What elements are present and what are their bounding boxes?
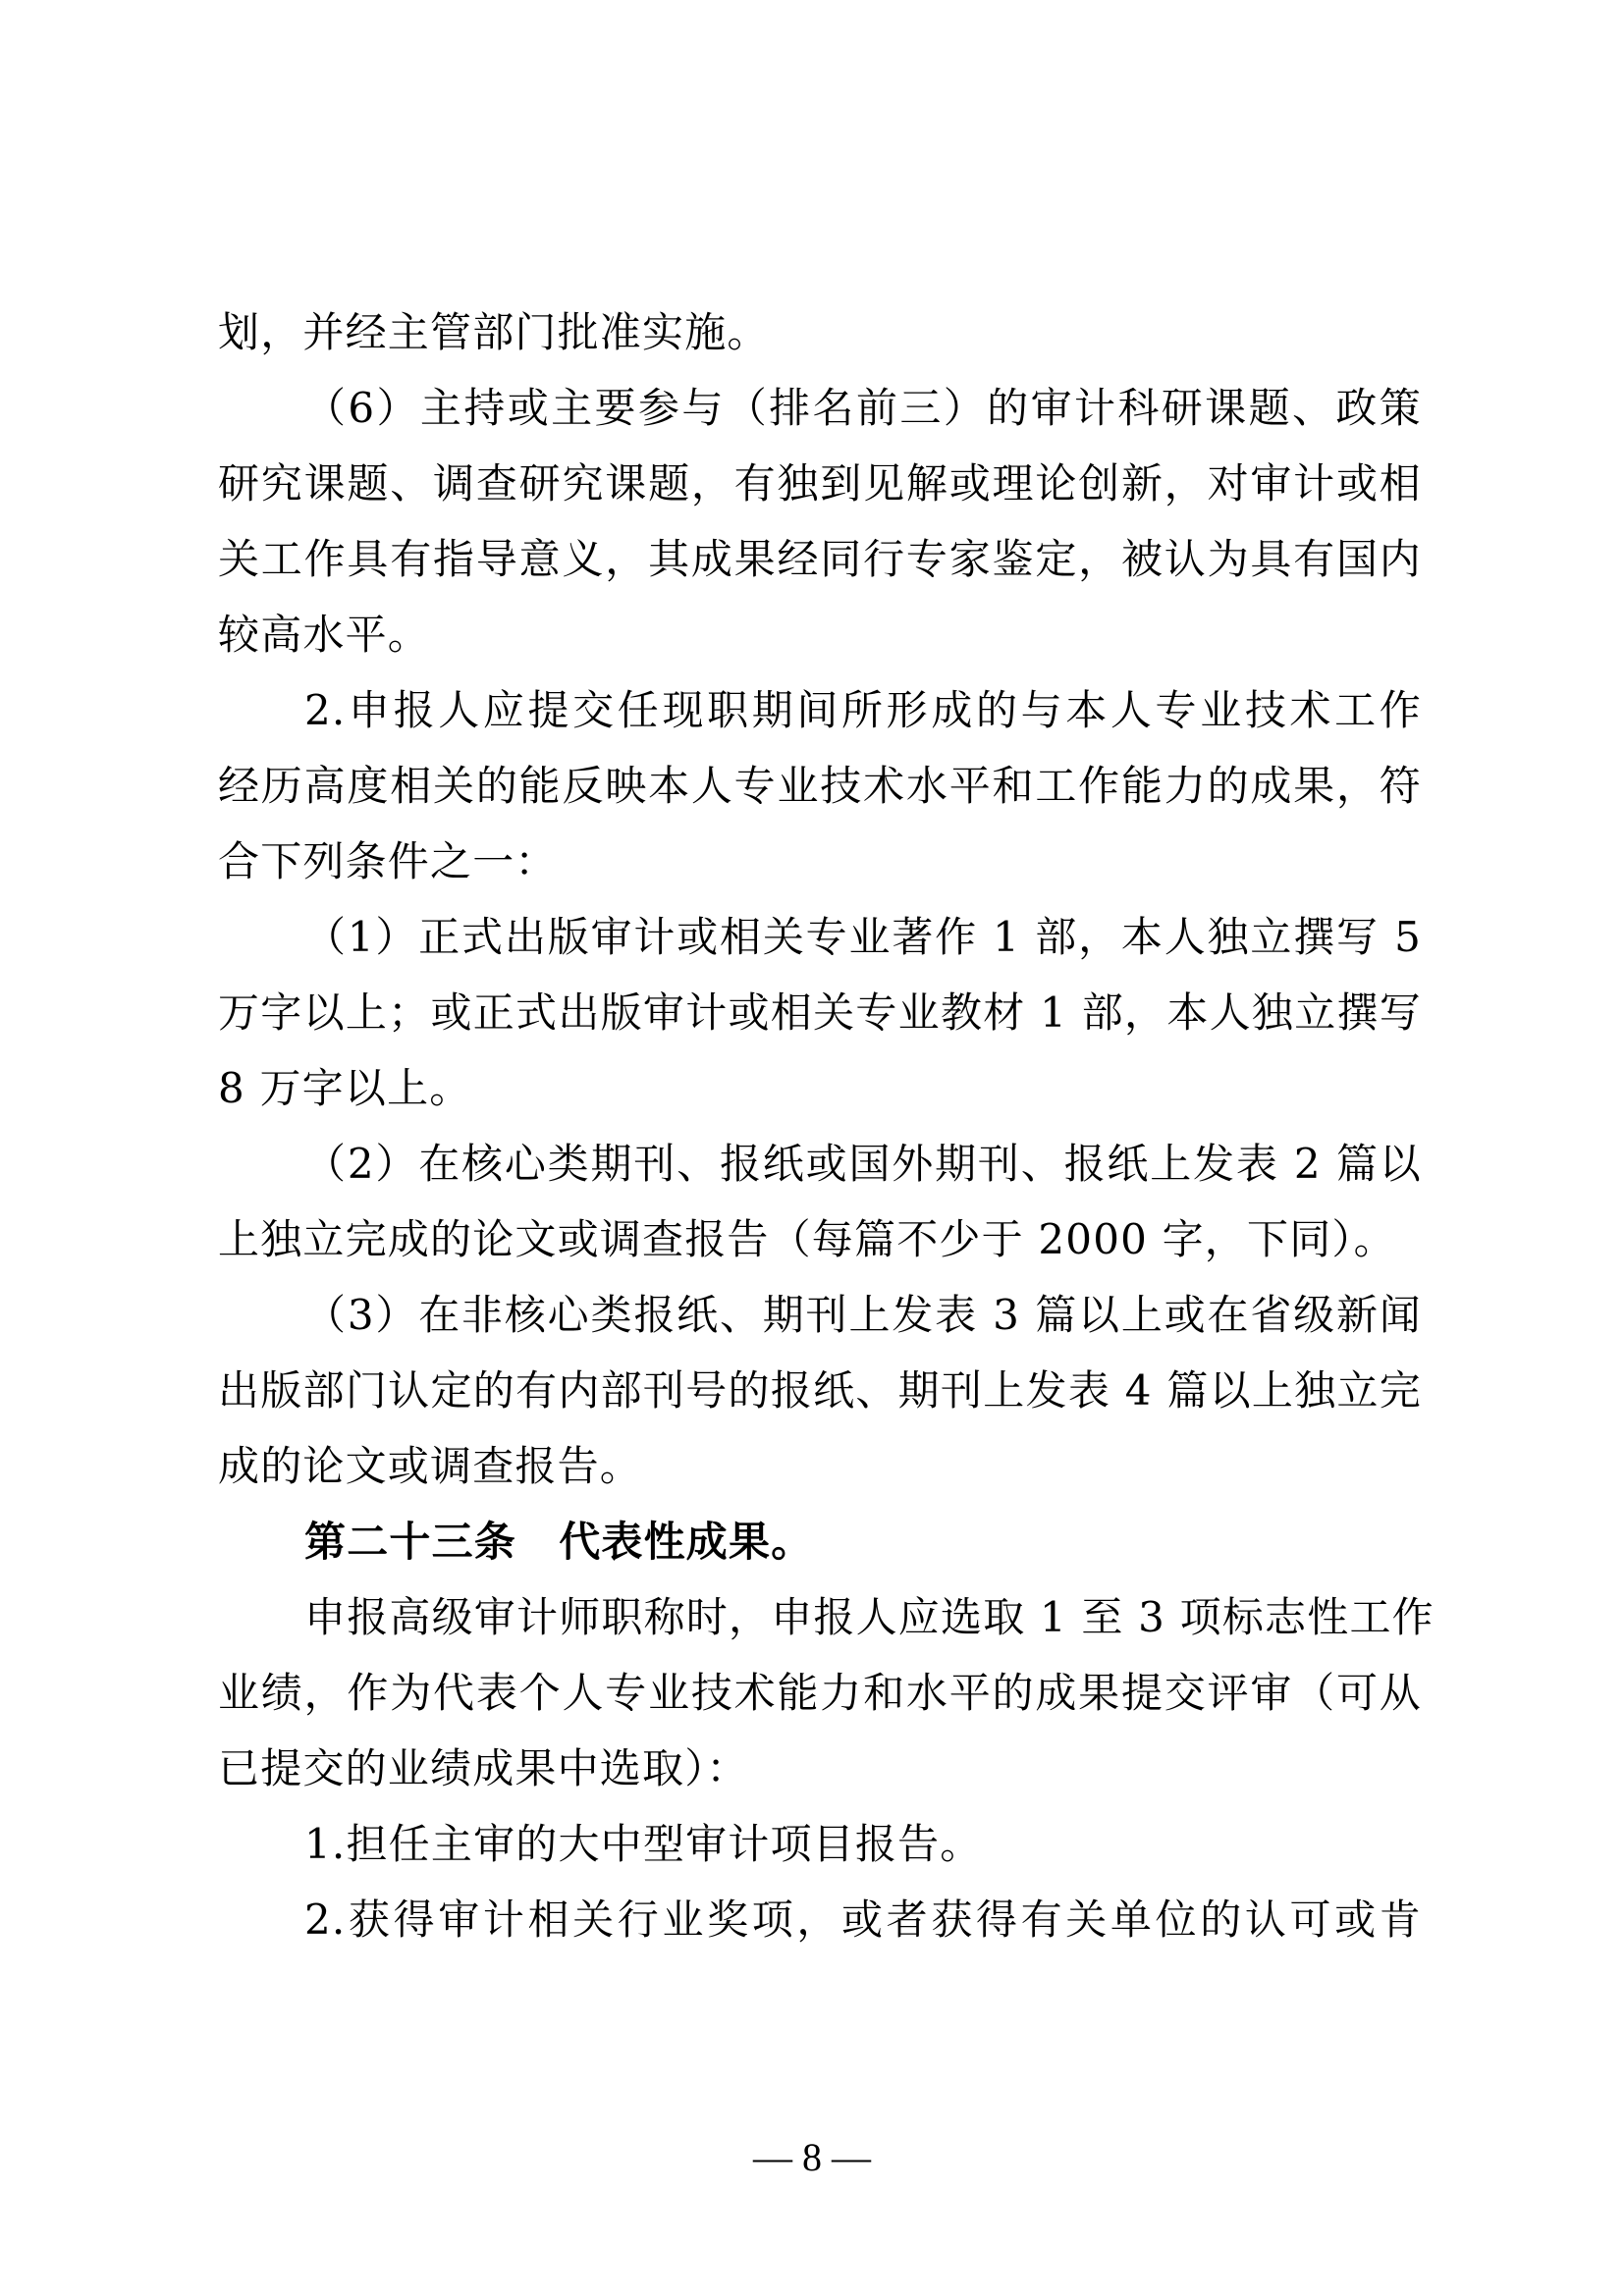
paragraph-line: （6）主持或主要参与（排名前三）的审计科研课题、政策 xyxy=(304,384,1422,432)
paragraph-line: 8 万字以上。 xyxy=(218,1064,472,1112)
paragraph-line: 万字以上；或正式出版审计或相关专业教材 1 部，本人独立撰写 xyxy=(218,988,1422,1037)
paragraph-line: 成的论文或调查报告。 xyxy=(218,1442,643,1490)
paragraph-line: 2.获得审计相关行业奖项，或者获得有关单位的认可或肯 xyxy=(304,1896,1422,1944)
paragraph-line: 关工作具有指导意义，其成果经同行专家鉴定，被认为具有国内 xyxy=(218,535,1422,583)
page-number: — 8 — xyxy=(753,2135,871,2179)
paragraph-line: 申报高级审计师职称时，申报人应选取 1 至 3 项标志性工作 xyxy=(304,1593,1435,1641)
paragraph-line: （2）在核心类期刊、报纸或国外期刊、报纸上发表 2 篇以 xyxy=(304,1140,1422,1188)
paragraph-line: 出版部门认定的有内部刊号的报纸、期刊上发表 4 篇以上独立完 xyxy=(218,1366,1422,1415)
paragraph-line: 已提交的业绩成果中选取）： xyxy=(218,1744,749,1792)
paragraph-line: （1）正式出版审计或相关专业著作 1 部，本人独立撰写 5 xyxy=(304,913,1422,961)
paragraph-line: 2.申报人应提交任现职期间所形成的与本人专业技术工作 xyxy=(304,686,1422,734)
paragraph-line: （3）在非核心类报纸、期刊上发表 3 篇以上或在省级新闻 xyxy=(304,1291,1422,1339)
document-body xyxy=(218,294,1435,1957)
paragraph-line: 业绩，作为代表个人专业技术能力和水平的成果提交评审（可从 xyxy=(218,1669,1422,1717)
paragraph-line: 1.担任主审的大中型审计项目报告。 xyxy=(304,1820,983,1868)
paragraph-line: 经历高度相关的能反映本人专业技术水平和工作能力的成果，符 xyxy=(218,762,1422,810)
article-heading: 第二十三条 代表性成果。 xyxy=(304,1518,814,1566)
paragraph-line: 划，并经主管部门批准实施。 xyxy=(218,308,770,356)
paragraph-line: 较高水平。 xyxy=(218,611,431,659)
paragraph-line: 上独立完成的论文或调查报告（每篇不少于 2000 字，下同）。 xyxy=(218,1215,1396,1263)
paragraph-line: 合下列条件之一： xyxy=(218,837,558,885)
paragraph-line: 研究课题、调查研究课题，有独到见解或理论创新，对审计或相 xyxy=(218,459,1422,507)
